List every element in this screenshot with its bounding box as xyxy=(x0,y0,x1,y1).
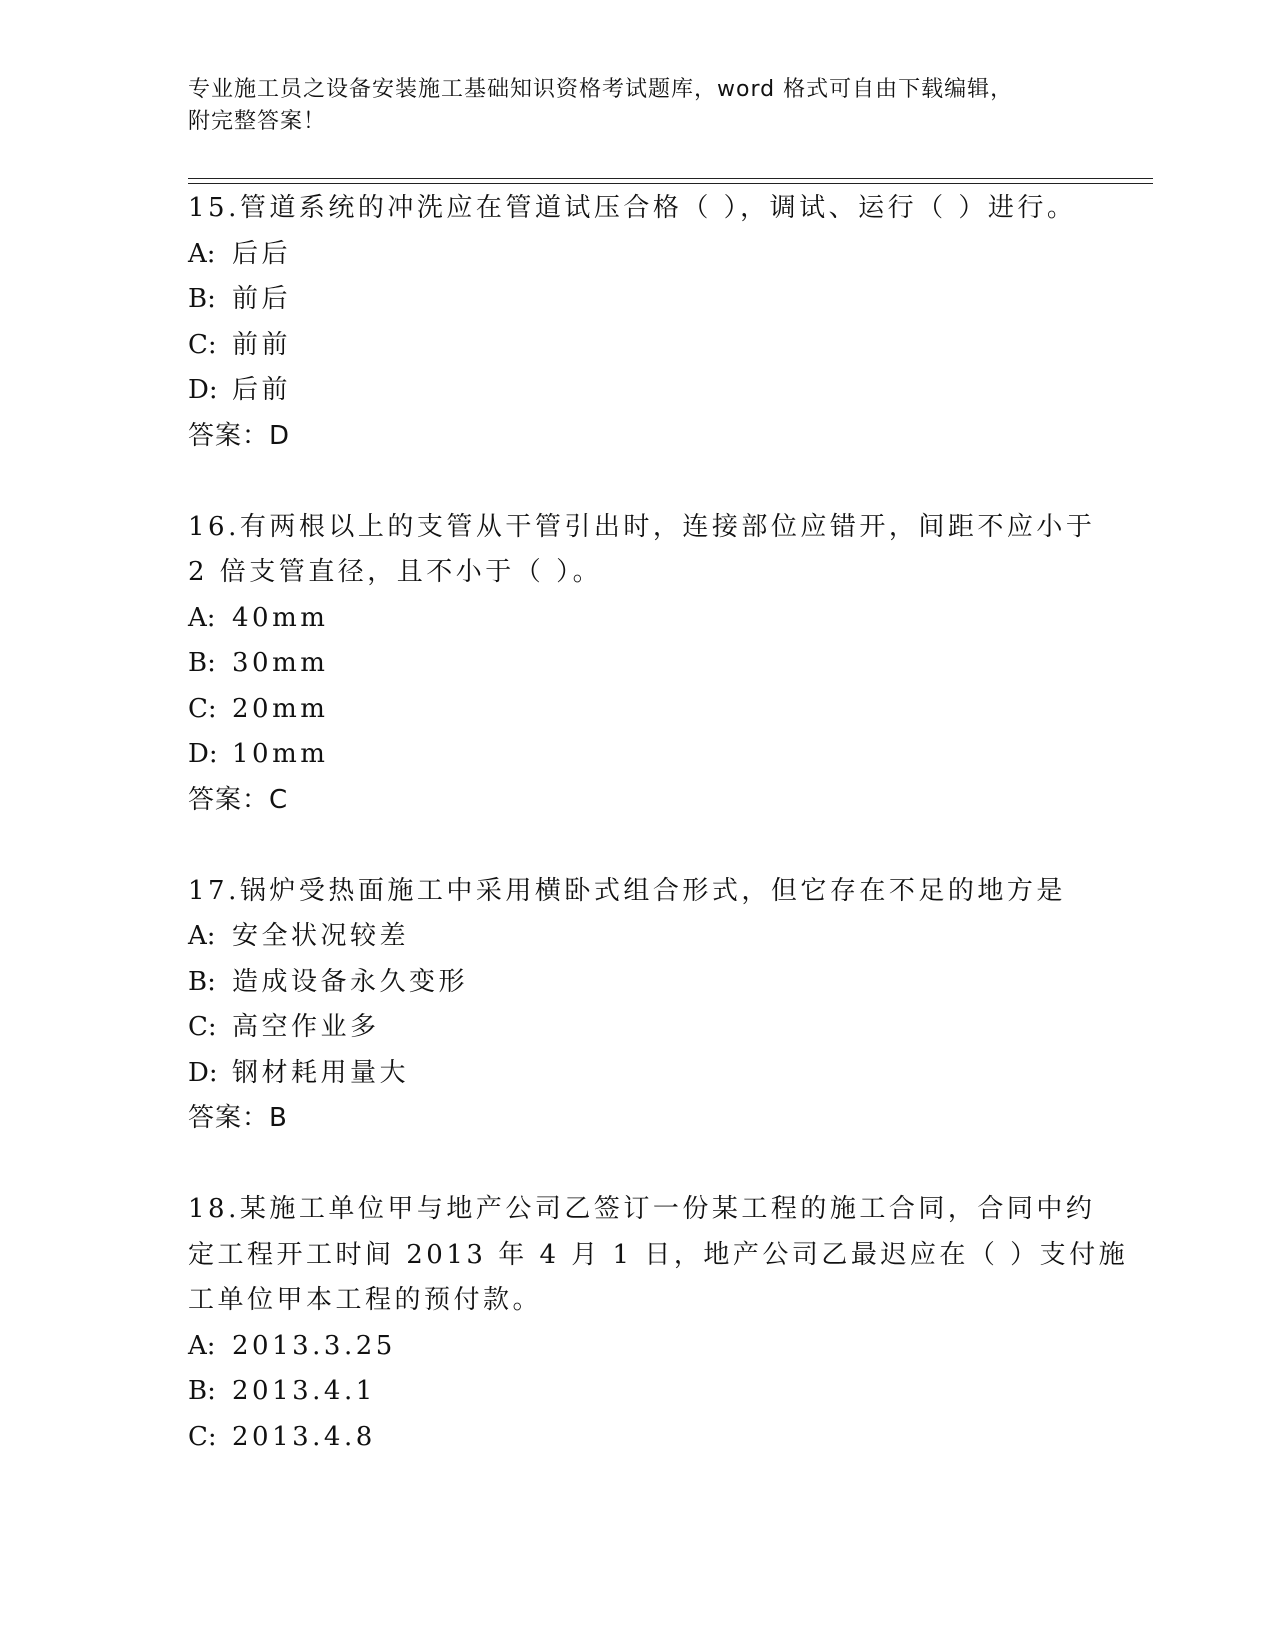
question-text: 15.管道系统的冲洗应在管道试压合格（ ），调试、运行（ ）进行。 xyxy=(188,193,1077,223)
spacer xyxy=(188,823,1118,869)
question-text: 16.有两根以上的支管从干管引出时，连接部位应错开，间距不应小于 xyxy=(188,511,1096,542)
option-text: 2013.4.8 xyxy=(232,1421,376,1452)
option-text: 造成设备永久变形 xyxy=(232,966,469,997)
option-c xyxy=(188,687,1118,733)
option-text: 40mm xyxy=(232,602,329,633)
option-label: B: xyxy=(188,966,216,997)
question-17 xyxy=(188,869,1118,1142)
answer-line: 答案：B xyxy=(188,1103,288,1133)
spacer xyxy=(188,1142,1118,1188)
question-15 xyxy=(188,186,1118,459)
option-a xyxy=(188,914,1118,960)
option-c xyxy=(188,1415,1118,1461)
option-label: A: xyxy=(188,602,216,633)
option-label: B: xyxy=(188,284,216,314)
option-label: C: xyxy=(188,1421,217,1452)
option-text: 前后 xyxy=(232,284,292,314)
option-b xyxy=(188,960,1118,1006)
option-label: A: xyxy=(188,1330,216,1361)
option-text: 2013.4.1 xyxy=(232,1376,376,1406)
option-text: 30mm xyxy=(232,648,329,678)
option-text: 前前 xyxy=(232,329,292,360)
option-d xyxy=(188,732,1118,778)
spacer xyxy=(188,459,1118,505)
option-c xyxy=(188,323,1118,369)
question-text: 18.某施工单位甲与地产公司乙签订一份某工程的施工合同，合同中约 xyxy=(188,1194,1096,1224)
option-a xyxy=(188,1324,1118,1370)
document-header xyxy=(188,74,1088,138)
option-a xyxy=(188,596,1118,642)
option-b xyxy=(188,277,1118,323)
option-text: 后前 xyxy=(232,375,292,405)
option-b xyxy=(188,1369,1118,1415)
question-18 xyxy=(188,1187,1129,1460)
option-d xyxy=(188,368,1118,414)
option-text: 后后 xyxy=(232,238,292,269)
option-text: 10mm xyxy=(232,739,329,769)
option-label: D: xyxy=(188,739,218,769)
option-label: B: xyxy=(188,1376,216,1406)
option-label: D: xyxy=(188,1057,218,1088)
option-text: 20mm xyxy=(232,693,329,724)
question-text: 工单位甲本工程的预付款。 xyxy=(188,1285,543,1315)
option-label: C: xyxy=(188,693,217,724)
header-line-2: 附完整答案！ xyxy=(188,109,327,134)
header-divider-bottom xyxy=(188,183,1153,184)
option-label: C: xyxy=(188,329,217,360)
option-label: A: xyxy=(188,921,216,951)
question-text: 17.锅炉受热面施工中采用横卧式组合形式，但它存在不足的地方是 xyxy=(188,875,1066,906)
answer-line: 答案：D xyxy=(188,420,291,451)
question-text: 定工程开工时间 2013 年 4 月 1 日，地产公司乙最迟应在（ ）支付施 xyxy=(188,1239,1129,1270)
option-d xyxy=(188,1051,1118,1097)
option-c xyxy=(188,1005,1118,1051)
header-divider-top xyxy=(188,178,1153,179)
option-b xyxy=(188,641,1118,687)
header-line-1: 专业施工员之设备安装施工基础知识资格考试题库，word 格式可自由下载编辑， xyxy=(188,77,1014,102)
question-list xyxy=(188,186,1129,1460)
option-text: 钢材耗用量大 xyxy=(232,1057,410,1088)
option-text: 安全状况较差 xyxy=(232,921,410,951)
option-text: 高空作业多 xyxy=(232,1012,380,1042)
option-label: B: xyxy=(188,648,216,678)
option-a xyxy=(188,232,1118,278)
answer-line: 答案：C xyxy=(188,784,289,815)
option-label: C: xyxy=(188,1012,217,1042)
question-text: 2 倍支管直径，且不小于（ ）。 xyxy=(188,557,603,587)
question-16 xyxy=(188,505,1118,824)
option-text: 2013.3.25 xyxy=(232,1330,396,1361)
option-label: D: xyxy=(188,375,218,405)
option-label: A: xyxy=(188,238,216,269)
